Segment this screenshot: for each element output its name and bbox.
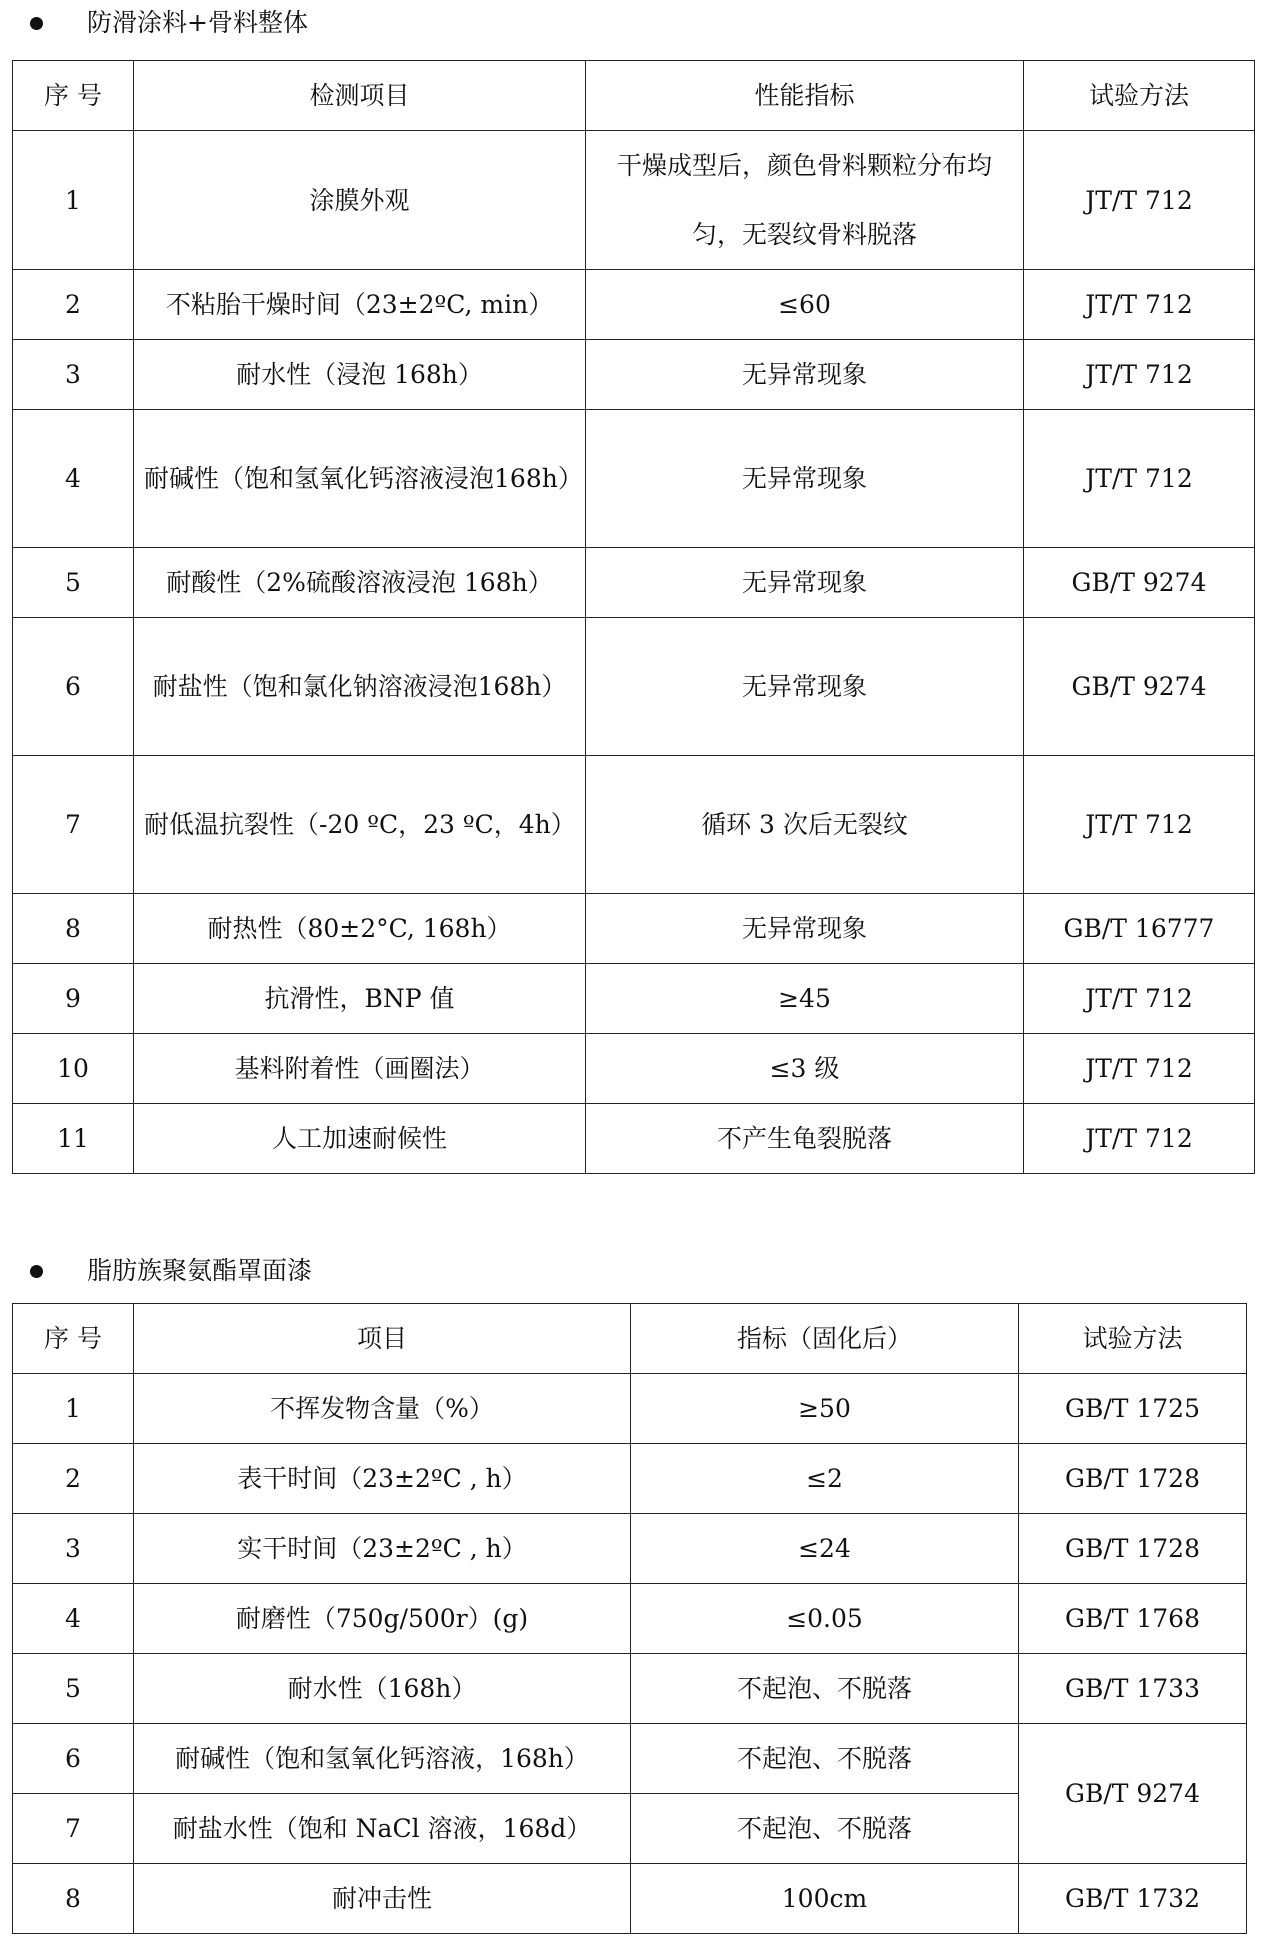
row-item: 人工加速耐候性 (134, 1104, 586, 1174)
table-row (13, 756, 1255, 894)
row-method: JT/T 712 (1024, 270, 1255, 340)
row-method: JT/T 712 (1024, 1034, 1255, 1104)
anti-slip-coating-spec-table (12, 60, 1255, 1174)
row-no: 6 (13, 618, 134, 756)
table-row (13, 1864, 1247, 1934)
row-method: JT/T 712 (1024, 410, 1255, 548)
row-no: 7 (13, 1794, 134, 1864)
row-method: JT/T 712 (1024, 756, 1255, 894)
row-method: GB/T 1728 (1019, 1444, 1247, 1514)
row-method: GB/T 1732 (1019, 1864, 1247, 1934)
row-no: 8 (13, 1864, 134, 1934)
row-spec: ≤3 级 (586, 1034, 1024, 1104)
header-method: 试验方法 (1024, 61, 1255, 131)
row-method: GB/T 16777 (1024, 894, 1255, 964)
row-item: 涂膜外观 (134, 131, 586, 270)
polyurethane-topcoat-spec-table (12, 1303, 1247, 1934)
header-spec: 性能指标 (586, 61, 1024, 131)
table-row (13, 618, 1255, 756)
row-spec: 不起泡、不脱落 (631, 1724, 1019, 1794)
table-row (13, 1104, 1255, 1174)
row-no: 5 (13, 1654, 134, 1724)
row-item: 实干时间（23±2ºC , h） (134, 1514, 631, 1584)
table-header-row (13, 61, 1255, 131)
row-item: 基料附着性（画圈法） (134, 1034, 586, 1104)
row-item: 耐磨性（750g/500r）(g) (134, 1584, 631, 1654)
row-item: 耐盐水性（饱和 NaCl 溶液，168d） (134, 1794, 631, 1864)
row-method: GB/T 1733 (1019, 1654, 1247, 1724)
table-row (13, 1374, 1247, 1444)
row-spec: 不起泡、不脱落 (631, 1794, 1019, 1864)
table-row (13, 894, 1255, 964)
row-no: 1 (13, 1374, 134, 1444)
row-no: 10 (13, 1034, 134, 1104)
row-item: 耐碱性（饱和氢氧化钙溶液，168h） (134, 1724, 631, 1794)
header-no: 序 号 (13, 61, 134, 131)
section-1-heading (30, 8, 308, 38)
row-spec: 干燥成型后，颜色骨料颗粒分布均匀，无裂纹骨料脱落 (586, 131, 1024, 270)
header-no: 序 号 (13, 1304, 134, 1374)
table-row (13, 548, 1255, 618)
row-spec: ≤24 (631, 1514, 1019, 1584)
table-row (13, 1034, 1255, 1104)
row-item: 耐水性（浸泡 168h） (134, 340, 586, 410)
row-method: JT/T 712 (1024, 1104, 1255, 1174)
header-method: 试验方法 (1019, 1304, 1247, 1374)
row-item: 不粘胎干燥时间（23±2ºC, min） (134, 270, 586, 340)
row-method: GB/T 1768 (1019, 1584, 1247, 1654)
row-item: 耐冲击性 (134, 1864, 631, 1934)
row-spec: ≤60 (586, 270, 1024, 340)
row-spec: 无异常现象 (586, 618, 1024, 756)
row-spec: 不起泡、不脱落 (631, 1654, 1019, 1724)
row-method: GB/T 9274 (1024, 548, 1255, 618)
row-no: 11 (13, 1104, 134, 1174)
row-no: 6 (13, 1724, 134, 1794)
row-no: 8 (13, 894, 134, 964)
table-row (13, 1514, 1247, 1584)
row-method: GB/T 1728 (1019, 1514, 1247, 1584)
row-item: 耐碱性（饱和氢氧化钙溶液浸泡168h） (134, 410, 586, 548)
row-no: 3 (13, 340, 134, 410)
section-2-heading (30, 1256, 312, 1286)
table-row (13, 1444, 1247, 1514)
bullet-icon (30, 17, 43, 30)
table-row (13, 410, 1255, 548)
table-row (13, 340, 1255, 410)
table-row (13, 1654, 1247, 1724)
row-spec: 无异常现象 (586, 894, 1024, 964)
table-row (13, 964, 1255, 1034)
table-header-row (13, 1304, 1247, 1374)
row-no: 4 (13, 1584, 134, 1654)
row-item: 不挥发物含量（%） (134, 1374, 631, 1444)
row-item: 抗滑性，BNP 值 (134, 964, 586, 1034)
row-spec: ≤2 (631, 1444, 1019, 1514)
row-no: 2 (13, 270, 134, 340)
header-item: 检测项目 (134, 61, 586, 131)
table-row (13, 1724, 1247, 1794)
row-no: 1 (13, 131, 134, 270)
section-2-title: 脂肪族聚氨酯罩面漆 (87, 1256, 313, 1285)
row-item: 耐热性（80±2°C, 168h） (134, 894, 586, 964)
row-spec: 无异常现象 (586, 548, 1024, 618)
row-method: GB/T 9274 (1024, 618, 1255, 756)
row-spec: ≤0.05 (631, 1584, 1019, 1654)
row-item: 耐盐性（饱和氯化钠溶液浸泡168h） (134, 618, 586, 756)
header-item: 项目 (134, 1304, 631, 1374)
row-no: 5 (13, 548, 134, 618)
row-method: GB/T 1725 (1019, 1374, 1247, 1444)
section-1-title: 防滑涂料+骨料整体 (87, 8, 308, 37)
row-item: 耐水性（168h） (134, 1654, 631, 1724)
row-spec: 100cm (631, 1864, 1019, 1934)
row-item: 耐低温抗裂性（-20 ºC，23 ºC，4h） (134, 756, 586, 894)
row-spec: 不产生龟裂脱落 (586, 1104, 1024, 1174)
table-row (13, 270, 1255, 340)
table-row (13, 131, 1255, 270)
row-no: 2 (13, 1444, 134, 1514)
row-spec: 无异常现象 (586, 410, 1024, 548)
table-row (13, 1584, 1247, 1654)
row-method: JT/T 712 (1024, 964, 1255, 1034)
row-spec: 循环 3 次后无裂纹 (586, 756, 1024, 894)
row-method: JT/T 712 (1024, 340, 1255, 410)
row-no: 4 (13, 410, 134, 548)
row-no: 3 (13, 1514, 134, 1584)
row-item: 表干时间（23±2ºC , h） (134, 1444, 631, 1514)
row-method: JT/T 712 (1024, 131, 1255, 270)
row-item: 耐酸性（2%硫酸溶液浸泡 168h） (134, 548, 586, 618)
row-spec: 无异常现象 (586, 340, 1024, 410)
row-method: GB/T 9274 (1019, 1724, 1247, 1864)
row-no: 7 (13, 756, 134, 894)
header-spec: 指标（固化后） (631, 1304, 1019, 1374)
row-spec: ≥45 (586, 964, 1024, 1034)
row-spec: ≥50 (631, 1374, 1019, 1444)
row-no: 9 (13, 964, 134, 1034)
bullet-icon (30, 1265, 43, 1278)
